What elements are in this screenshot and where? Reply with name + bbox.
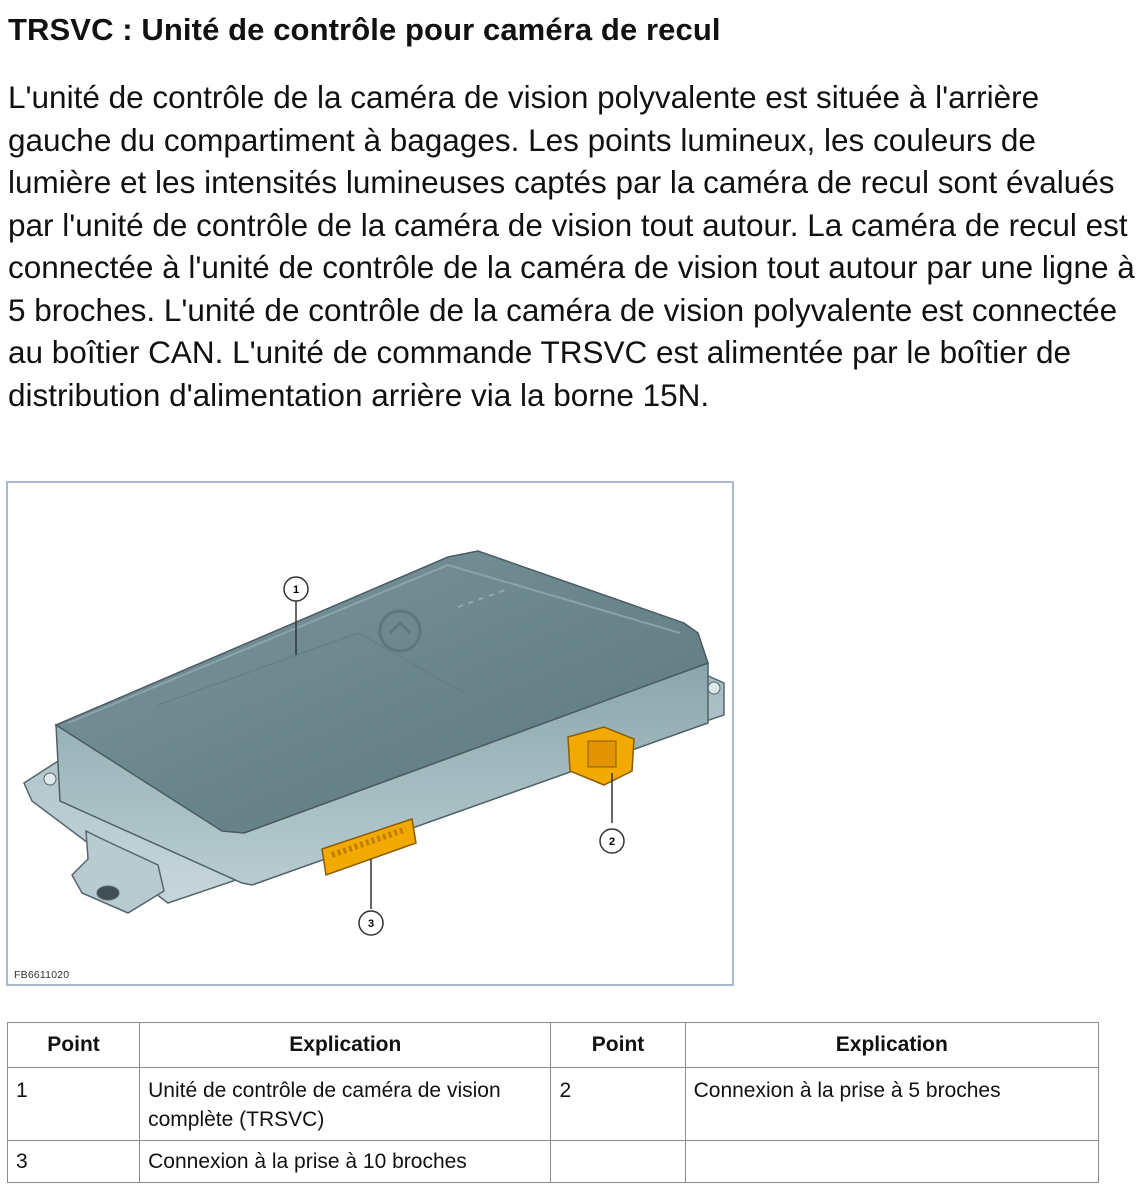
explication-cell: Connexion à la prise à 10 broches — [140, 1141, 551, 1183]
description-paragraph: L'unité de contrôle de la caméra de vision polyvalente est située à l'arrière gauche du compartiment à bagages. Les points lumineux, les couleurs de lumière et les intensités lumineuses captés par la caméra de recul sont évalués par l'unité de contrôle de la caméra de vision tout autour. La caméra de recul est connectée à l'unité de contrôle de la caméra de vision tout autour par une ligne à 5 broches. L'unité de contrôle de la caméra de vision polyvalente est connectée au boîtier CAN. L'unité de commande TRSVC est alimentée par le boîtier de distribution d'alimentation arrière via la borne 15N. — [8, 79, 1135, 413]
explication-cell: Connexion à la prise à 5 broches — [685, 1068, 1098, 1141]
point-cell — [551, 1141, 685, 1183]
header-point: Point — [551, 1023, 685, 1068]
callout-3 — [359, 911, 383, 935]
callout-1 — [284, 577, 308, 601]
svg-text:2: 2 — [608, 836, 616, 848]
header-explication: Explication — [140, 1023, 551, 1068]
header-explication: Explication — [685, 1023, 1098, 1068]
connector-5-pin — [568, 727, 634, 785]
table-row — [8, 1141, 1099, 1183]
svg-text:1: 1 — [292, 584, 300, 596]
point-cell: 2 — [551, 1068, 685, 1141]
explication-cell — [685, 1141, 1098, 1183]
figure-code: FB6611020 — [14, 969, 70, 981]
point-cell: 1 — [8, 1068, 140, 1141]
legend-header-row — [8, 1023, 1099, 1068]
point-cell: 3 — [8, 1141, 140, 1183]
explication-cell: Unité de contrôle de caméra de vision complète (TRSVC) — [140, 1068, 551, 1141]
callout-2 — [600, 829, 624, 853]
legend-table — [7, 1022, 1099, 1183]
svg-text:3: 3 — [367, 918, 375, 930]
header-point: Point — [8, 1023, 140, 1068]
control-unit-illustration — [8, 483, 732, 984]
page-title: TRSVC : Unité de contrôle pour caméra de recul — [8, 12, 721, 47]
control-unit-figure — [6, 481, 734, 986]
table-row — [8, 1068, 1099, 1141]
